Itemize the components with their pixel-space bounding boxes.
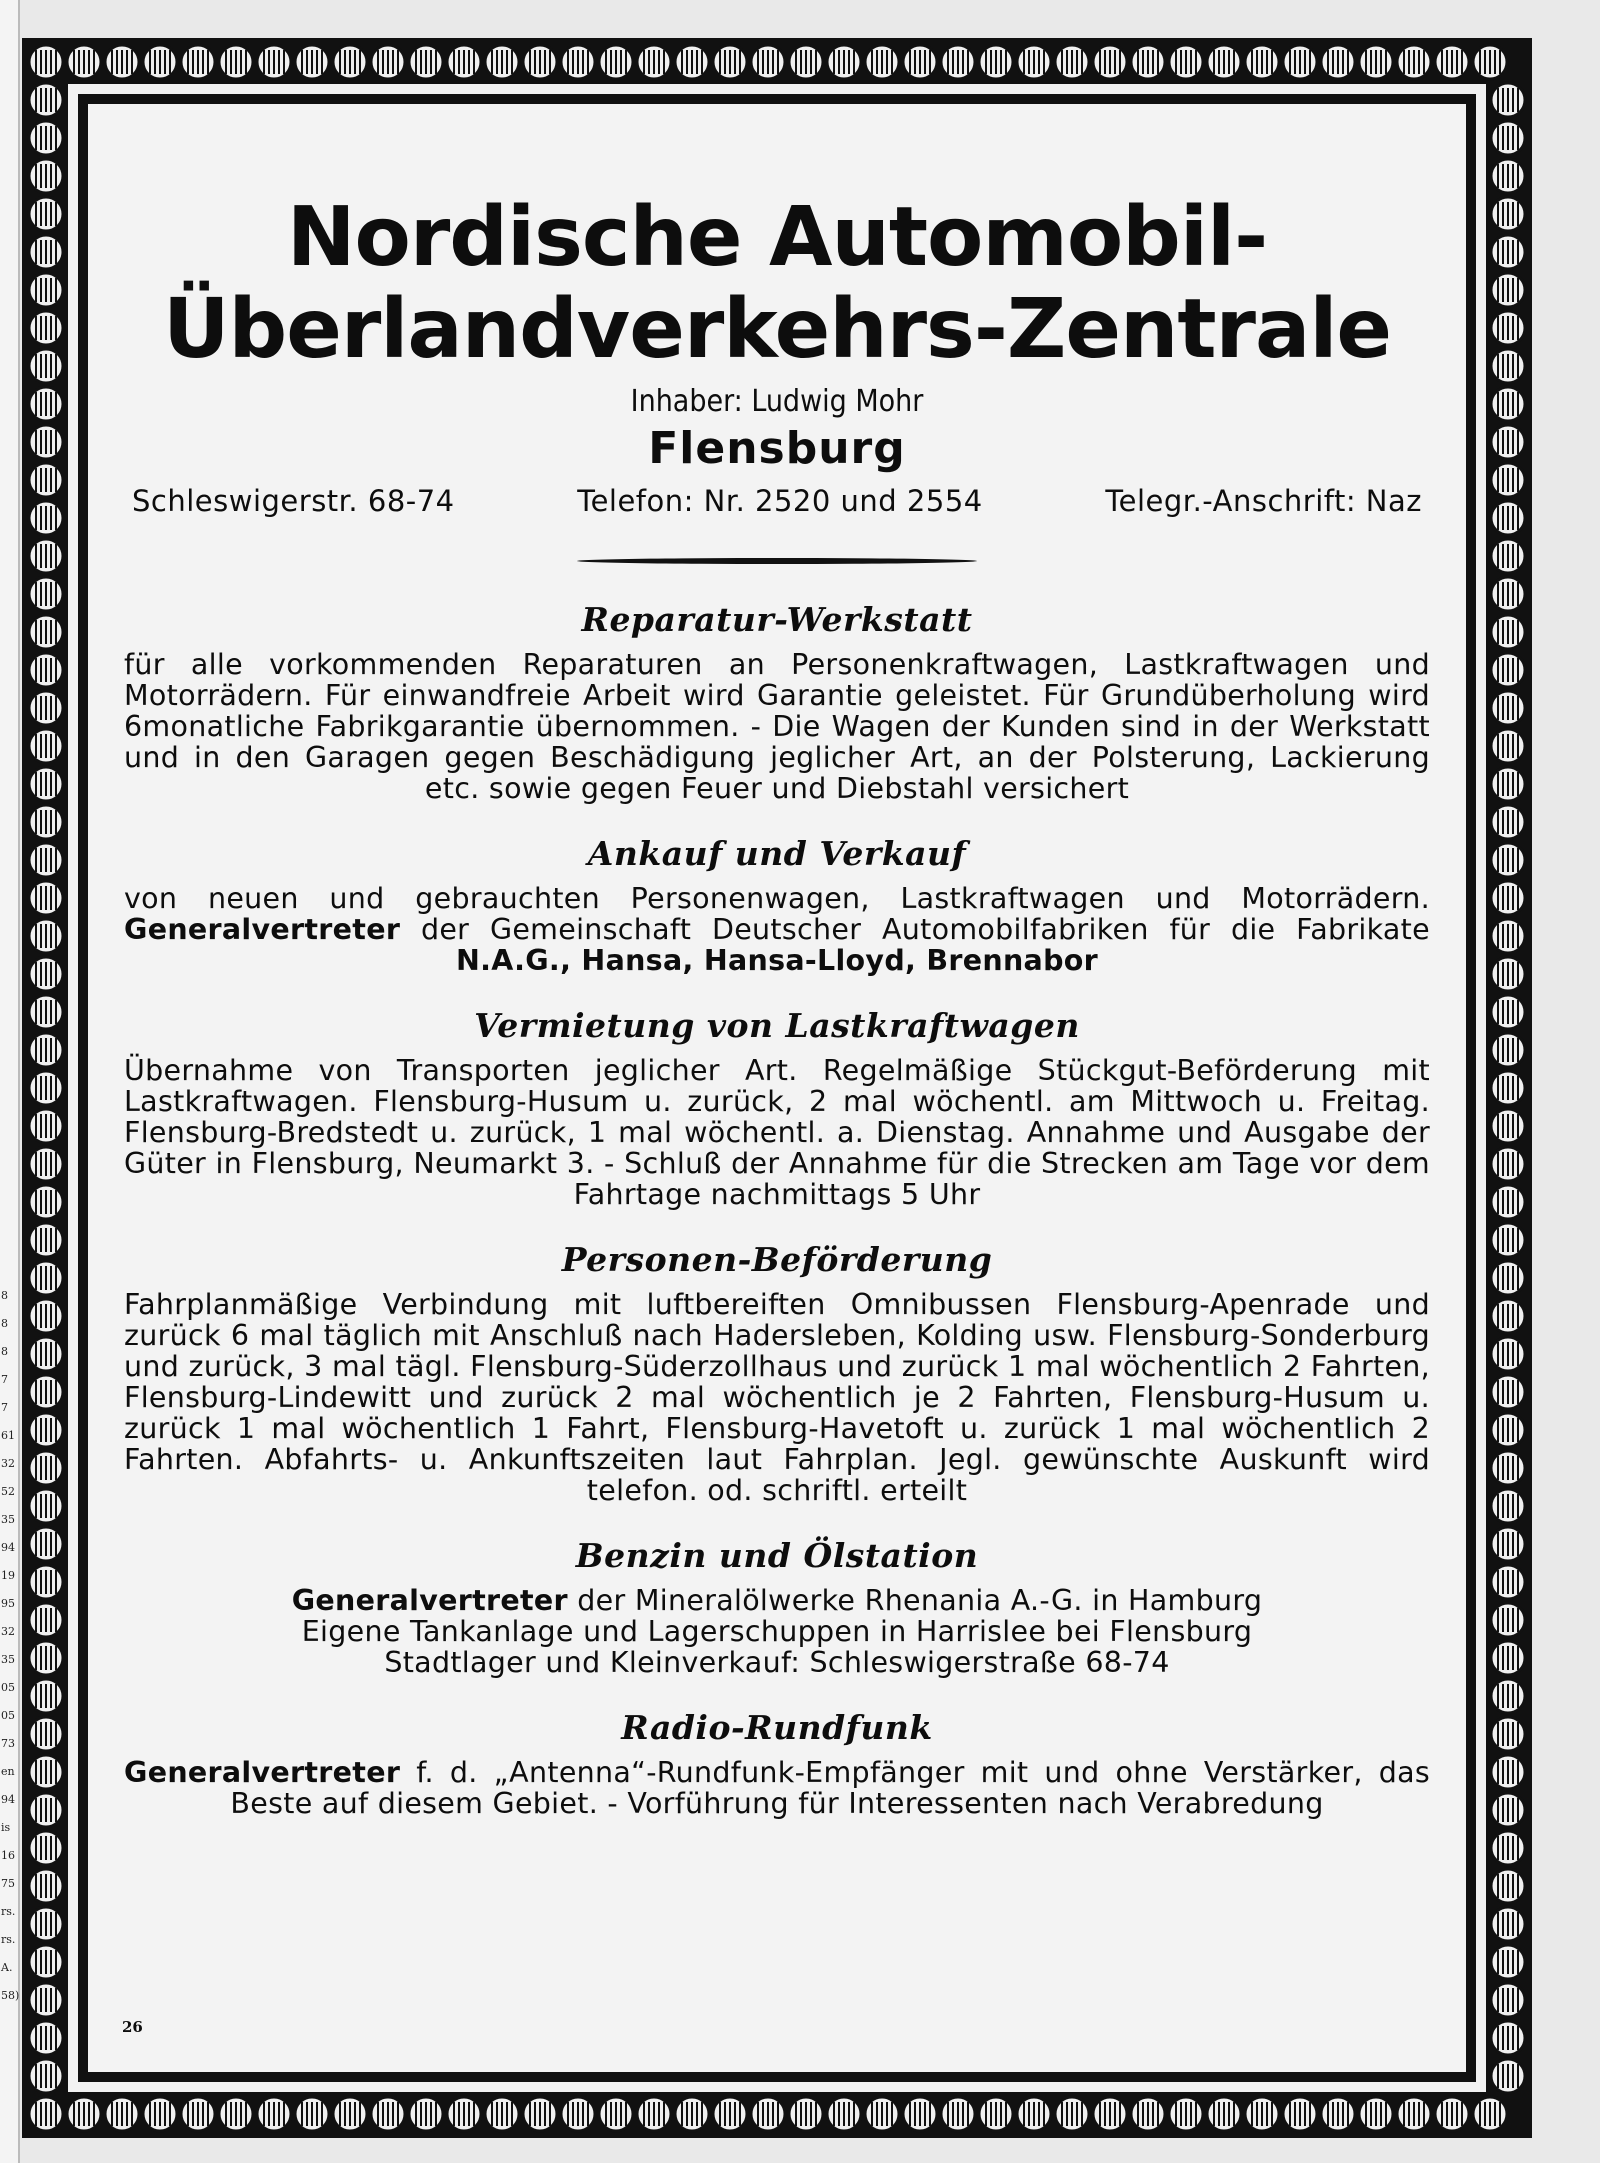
- divider-rule: [577, 558, 977, 564]
- edge-fragment: 35: [1, 1513, 15, 1526]
- section-title: Vermietung von Lastkraftwagen: [474, 1006, 1080, 1045]
- edge-fragment: A.: [1, 1961, 13, 1974]
- section-body: für alle vorkommenden Reparaturen an Personenkraftwagen, Lastkraftwagen und Motorrädern. Für einwandfreie Arbeit wird Garantie geleistet. Für Grundüberholung wird 6monatliche Fabrikgarantie übernommen. - Die Wagen der Kunden sind in der Werkstatt und in den Garagen gegen Beschädigung jeglicher Art, an der Polsterung, Lackierung etc. sowie gegen Feuer und Diebstahl versichert: [124, 648, 1430, 805]
- section-body: [124, 883, 1430, 976]
- body-text: der Gemeinschaft Deutscher Automobilfabriken für die Fabrikate: [420, 913, 1430, 946]
- edge-fragment: 7: [1, 1373, 8, 1386]
- edge-fragment: 94: [1, 1541, 15, 1554]
- edge-fragment: 32: [1, 1457, 15, 1470]
- edge-fragment: 95: [1, 1597, 15, 1610]
- section-repair: [118, 600, 1436, 804]
- address: Schleswigerstr. 68-74: [132, 484, 455, 518]
- edge-fragment: 52: [1, 1485, 15, 1498]
- section-body: [124, 1757, 1430, 1819]
- edge-fragment: rs.: [1, 1905, 16, 1918]
- body-bold-text: Generalvertreter: [124, 1756, 401, 1789]
- edge-fragment: 94: [1, 1793, 15, 1806]
- edge-fragment: rs.: [1, 1933, 16, 1946]
- body-bold-text: Generalvertreter: [124, 913, 401, 946]
- section-title: Radio-Rundfunk: [621, 1708, 933, 1747]
- edge-fragment: en: [1, 1765, 15, 1778]
- body-line: Eigene Tankanlage und Lagerschuppen in Harrislee bei Flensburg: [301, 1615, 1253, 1648]
- body-line: Stadtlager und Kleinverkauf: Schleswigerstraße 68-74: [384, 1646, 1170, 1679]
- border-gap: [68, 84, 1486, 2092]
- section-truck-rental: [118, 1006, 1436, 1210]
- edge-fragment: 73: [1, 1737, 15, 1750]
- section-body: Fahrplanmäßige Verbindung mit luftbereiften Omnibussen Flensburg-Apenrade und zurück 6 mal täglich mit Anschluß nach Hadersleben, Kolding usw. Flensburg-Sonderburg und zurück, 3 mal tägl. Flensburg-Süderzollhaus und zurück 1 mal wöchentlich 2 Fahrten, Flensburg-Lindewitt und zurück 2 mal wöchentlich je 2 Fahrten, Flensburg-Husum u. zurück 1 mal wöchentlich 1 Fahrt, Flensburg-Havetoft u. zurück 1 mal wöchentlich 2 Fahrten. Abfahrts- u. Ankunftszeiten laut Fahrplan. Jegl. gewünschte Auskunft wird telefon. od. schriftl. erteilt: [124, 1288, 1430, 1507]
- advertisement-panel: [88, 104, 1466, 2072]
- edge-fragment: 05: [1, 1709, 15, 1722]
- edge-fragment: 32: [1, 1625, 15, 1638]
- section-radio: [118, 1708, 1436, 1819]
- section-title: Personen-Beförderung: [561, 1240, 993, 1279]
- owner-line: Inhaber: Ludwig Mohr: [630, 384, 924, 419]
- edge-fragment: 7: [1, 1401, 8, 1414]
- border-inner-line: [78, 94, 1476, 2082]
- edge-fragment: 61: [1, 1429, 15, 1442]
- edge-fragment: 8: [1, 1317, 8, 1330]
- body-text: f. d. „Antenna“-Rundfunk-Empfänger mit und ohne Verstärker, das Beste auf diesem Gebiet. - Vorführung für Interessenten nach Verabredung: [230, 1756, 1431, 1820]
- section-body: Übernahme von Transporten jeglicher Art. Regelmäßige Stückgut-Beförderung mit Lastkraftwagen. Flensburg-Husum u. zurück, 2 mal wöchentl. am Mittwoch u. Freitag. Flensburg-Bredstedt u. zurück, 1 mal wöchentl. a. Dienstag. Annahme und Ausgabe der Güter in Flensburg, Neumarkt 3. - Schluß der Annahme für die Strecken am Tage vor dem Fahrtage nachmittags 5 Uhr: [124, 1054, 1430, 1211]
- section-body: [124, 1585, 1430, 1678]
- edge-fragment: 16: [1, 1849, 15, 1862]
- page-edge-left: [0, 0, 20, 2163]
- contact-row: [132, 484, 1422, 518]
- section-title: Ankauf und Verkauf: [587, 834, 967, 873]
- section-buy-sell: [118, 834, 1436, 976]
- edge-fragment: 75: [1, 1877, 15, 1890]
- edge-fragment: 05: [1, 1681, 15, 1694]
- company-name-line2: Überlandverkehrs-Zentrale: [162, 282, 1392, 377]
- edge-fragment: 35: [1, 1653, 15, 1666]
- section-title: Reparatur-Werkstatt: [581, 600, 973, 639]
- phone-numbers: Telefon: Nr. 2520 und 2554: [577, 484, 983, 518]
- body-line: [124, 1585, 1430, 1616]
- page-number: 26: [122, 2018, 143, 2036]
- edge-fragment: 8: [1, 1289, 8, 1302]
- advertisement-content: [118, 134, 1436, 2042]
- edge-fragment: 19: [1, 1569, 15, 1582]
- edge-fragment: 58): [1, 1989, 20, 2002]
- body-text: von neuen und gebrauchten Personenwagen, Lastkraftwagen und Motorrädern.: [124, 882, 1430, 915]
- section-title: Benzin und Ölstation: [575, 1536, 979, 1575]
- brand-list: N.A.G., Hansa, Hansa-Lloyd, Brennabor: [455, 944, 1099, 977]
- telegram-address: Telegr.-Anschrift: Naz: [1105, 484, 1422, 518]
- company-name-line1: Nordische Automobil-: [286, 190, 1268, 285]
- city-name: Flensburg: [648, 423, 906, 474]
- company-name: [118, 192, 1436, 376]
- section-passenger-transport: [118, 1240, 1436, 1506]
- edge-fragment: is: [1, 1821, 11, 1834]
- decorative-border: [22, 38, 1532, 2138]
- body-bold-text: Generalvertreter: [291, 1584, 568, 1617]
- section-fuel-station: [118, 1536, 1436, 1678]
- body-text: der Mineralölwerke Rhenania A.-G. in Hamburg: [577, 1584, 1263, 1617]
- edge-fragment: 8: [1, 1345, 8, 1358]
